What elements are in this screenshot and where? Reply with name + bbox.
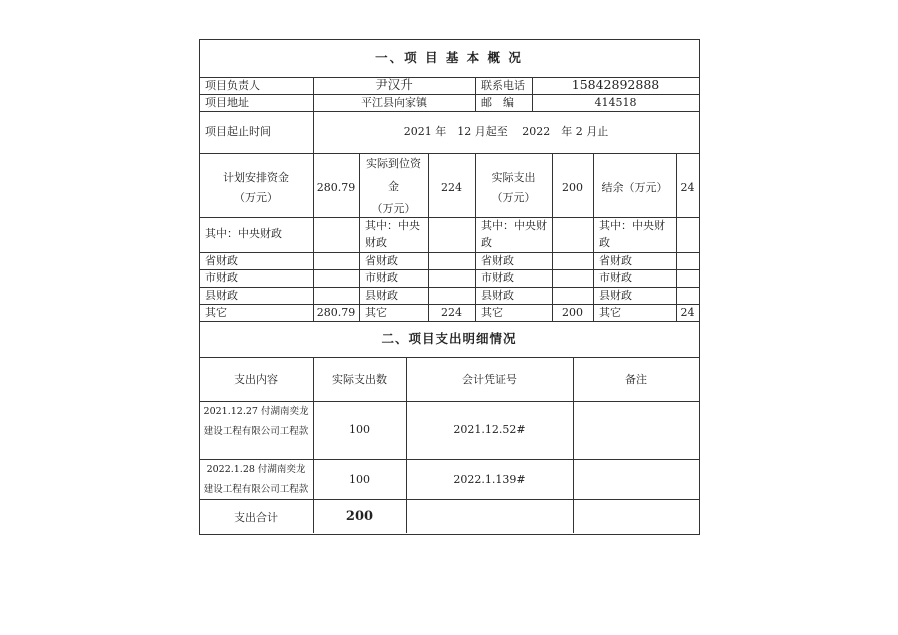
balance-value: 24 (680, 181, 695, 194)
other-label: 其它 (365, 306, 387, 319)
actual-funds-label: 实际到位资 (366, 157, 421, 170)
section1-title: 一、项 目 基 本 概 况 (375, 50, 523, 65)
city-finance-label: 市财政 (205, 271, 238, 284)
central-finance-label: 其中：中央财政 (205, 227, 282, 240)
expense-row-1-amount: 100 (349, 423, 370, 436)
spent-funds-unit: （万元） (491, 191, 536, 204)
postcode-label: 邮 编 (481, 96, 514, 109)
province-finance-label: 省财政 (205, 254, 238, 267)
province-finance-label: 省财政 (481, 254, 514, 267)
leader-label: 项目负责人 (205, 79, 260, 92)
actual-funds-label-2: 金 (388, 180, 399, 193)
other-label: 其它 (599, 306, 621, 319)
actual-funds-unit: （万元） (371, 202, 416, 215)
county-finance-label: 县财政 (365, 289, 398, 302)
central-finance-actual-label-2: 财政 (365, 236, 387, 249)
expense-row-1-voucher: 2021.12.52# (453, 423, 526, 436)
header-note: 备注 (625, 373, 647, 386)
phone-value: 15842892888 (571, 77, 660, 92)
period-label: 项目起止时间 (205, 125, 271, 138)
county-finance-label: 县财政 (599, 289, 632, 302)
central-finance-spent-label-2: 政 (481, 236, 492, 249)
expense-row-2-voucher: 2022.1.139# (453, 473, 526, 486)
total-value: 200 (345, 509, 374, 524)
section2-title: 二、项目支出明细情况 (381, 331, 517, 346)
other-label: 其它 (481, 306, 503, 319)
other-label: 其它 (205, 306, 227, 319)
address-value: 平江县向家镇 (361, 96, 427, 109)
header-voucher: 会计凭证号 (462, 373, 517, 386)
spent-funds-label: 实际支出 (491, 171, 536, 184)
central-finance-spent-label: 其中：中央财 (481, 219, 547, 232)
planned-funds-value: 280.79 (316, 181, 356, 194)
address-label: 项目地址 (205, 96, 249, 109)
planned-funds-unit: （万元） (234, 191, 278, 204)
planned-funds-label: 计划安排资金 (223, 171, 289, 184)
phone-label: 联系电话 (481, 79, 525, 92)
expense-row-2-content: 2022.1.28 付湖南奕龙建设工程有限公司工程款 (203, 464, 309, 495)
expense-row-2-amount: 100 (349, 473, 370, 486)
city-finance-label: 市财政 (365, 271, 398, 284)
spent-funds-value: 200 (562, 181, 583, 194)
province-finance-label: 省财政 (365, 254, 398, 267)
central-finance-balance-label: 其中：中央财 (599, 219, 665, 232)
leader-value: 尹汉升 (375, 77, 413, 92)
other-spent-value: 200 (562, 306, 583, 319)
period-value: 2021 年 12 月起至 2022 年 2 月止 (403, 125, 609, 138)
central-finance-actual-label: 其中：中央 (365, 219, 420, 232)
balance-label: 结余（万元） (601, 181, 668, 194)
province-finance-label: 省财政 (599, 254, 632, 267)
postcode-value: 414518 (594, 96, 637, 109)
total-label: 支出合计 (234, 511, 278, 524)
central-finance-balance-label-2: 政 (599, 236, 610, 249)
other-actual-value: 224 (441, 306, 462, 319)
other-balance-value: 24 (680, 306, 695, 319)
expense-row-1-content: 2021.12.27 付湖南奕龙建设工程有限公司工程款 (203, 406, 309, 437)
county-finance-label: 县财政 (481, 289, 514, 302)
actual-funds-value: 224 (441, 181, 462, 194)
city-finance-label: 市财政 (481, 271, 514, 284)
county-finance-label: 县财政 (205, 289, 238, 302)
header-content: 支出内容 (234, 373, 278, 386)
city-finance-label: 市财政 (599, 271, 632, 284)
other-planned-value: 280.79 (316, 306, 356, 319)
header-amount: 实际支出数 (332, 373, 387, 386)
